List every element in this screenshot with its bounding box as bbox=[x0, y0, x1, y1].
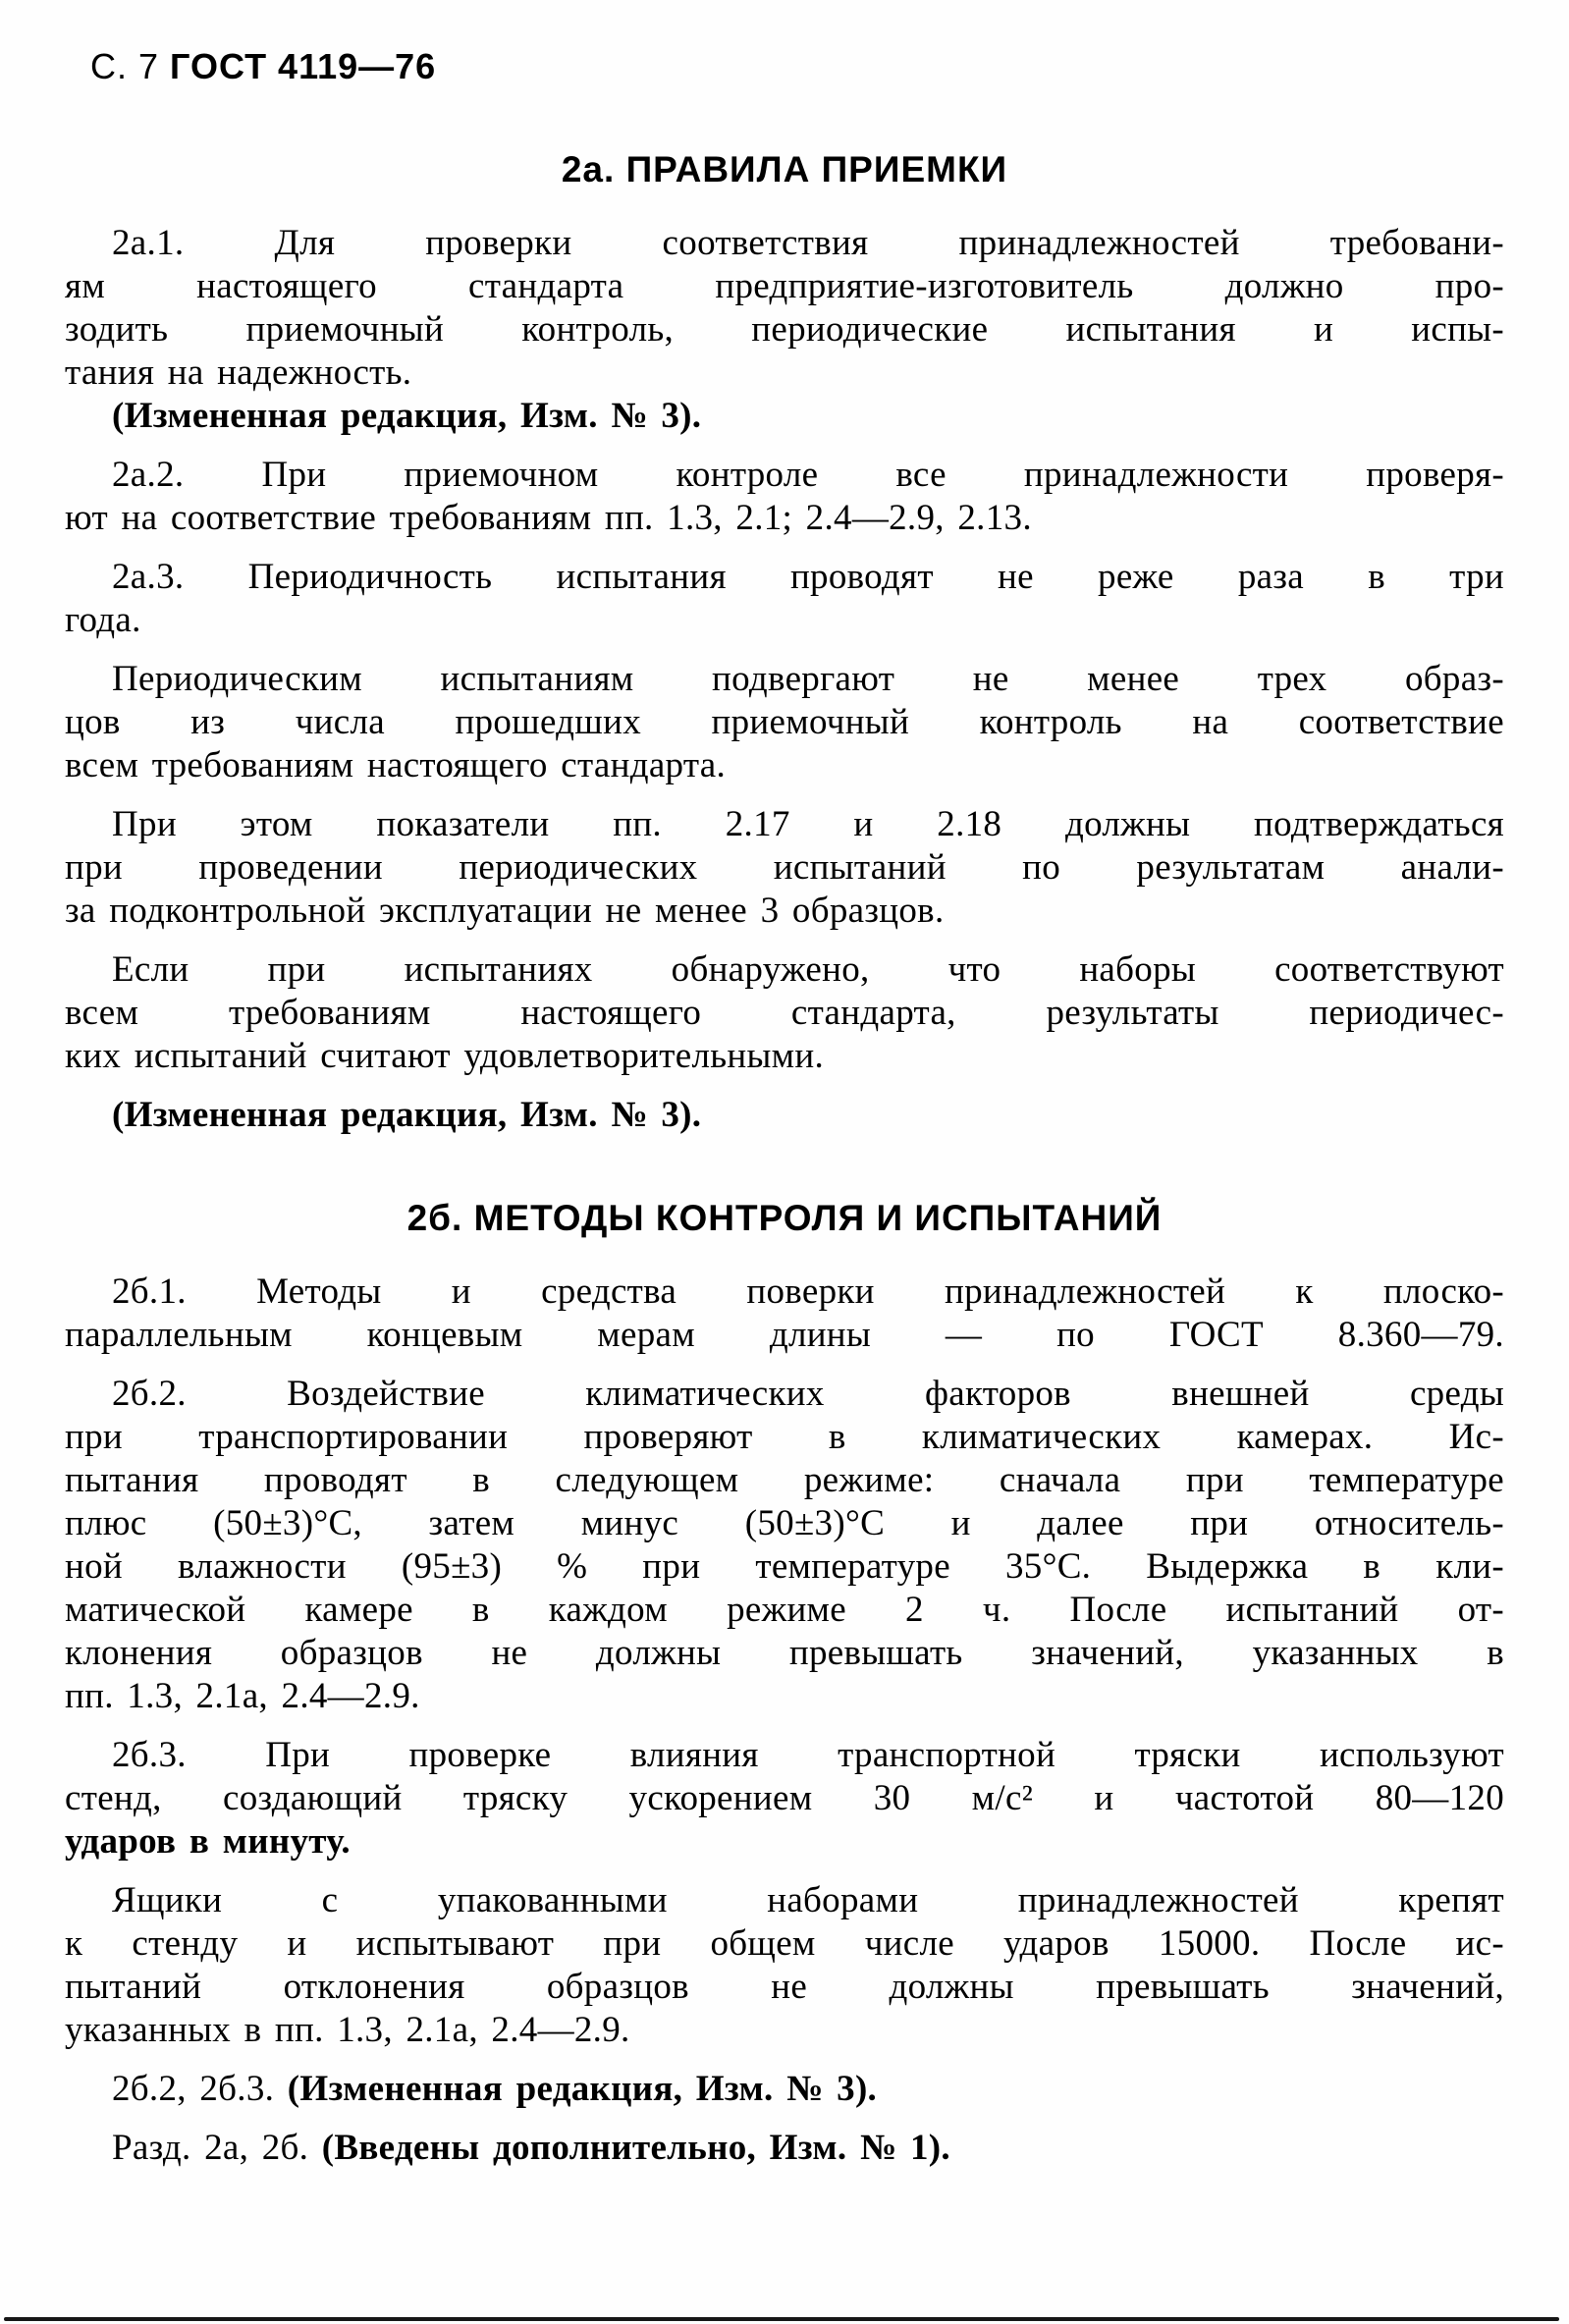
text-segment: за подконтрольной эксплуатации не менее 3 образцов. bbox=[65, 891, 945, 931]
text-line bbox=[65, 1966, 1504, 2009]
text-line bbox=[65, 1675, 1504, 1718]
text-segment: при транспортировании проверяют в климатических камерах. Ис- bbox=[65, 1417, 1504, 1457]
bold-text-segment: (Введены дополнительно, Изм. № 1). bbox=[321, 2128, 950, 2168]
document-content bbox=[65, 147, 1504, 2170]
paragraph bbox=[65, 395, 1504, 438]
text-line bbox=[65, 395, 1504, 438]
page-header bbox=[90, 45, 1504, 88]
text-segment: 2б.2. Воздействие климатических факторов внешней среды bbox=[112, 1374, 1504, 1414]
text-segment: матической камере в каждом режиме 2 ч. После испытаний от- bbox=[65, 1590, 1504, 1630]
text-line bbox=[65, 2127, 1504, 2170]
text-line bbox=[65, 948, 1504, 992]
text-line bbox=[65, 2009, 1504, 2052]
text-line bbox=[65, 2068, 1504, 2111]
bold-text-segment: (Измененная редакция, Изм. № 3). bbox=[112, 396, 702, 436]
text-segment: ям настоящего стандарта предприятие-изготовитель должно про- bbox=[65, 266, 1504, 306]
section-heading: 2б. МЕТОДЫ КОНТРОЛЯ И ИСПЫТАНИЙ bbox=[406, 1198, 1163, 1238]
text-line bbox=[65, 1777, 1504, 1820]
text-segment: ной влажности (95±3) % при температуре 35°С. Выдержка в кли- bbox=[65, 1546, 1504, 1587]
text-line bbox=[65, 1545, 1504, 1589]
text-segment: ют на соответствие требованиям пп. 1.3, 2.1; 2.4—2.9, 2.13. bbox=[65, 498, 1032, 538]
paragraph bbox=[65, 2127, 1504, 2170]
paragraph bbox=[65, 1879, 1504, 2052]
text-line bbox=[65, 1094, 1504, 1137]
text-segment: ких испытаний считают удовлетворительными. bbox=[65, 1036, 825, 1076]
text-segment: пытания проводят в следующем режиме: сначала при температуре bbox=[65, 1460, 1504, 1500]
text-segment: пытаний отклонения образцов не должны превышать значений, bbox=[65, 1967, 1504, 2007]
bold-text-segment: (Измененная редакция, Изм. № 3). bbox=[112, 1095, 702, 1135]
text-segment: всем требованиям настоящего стандарта. bbox=[65, 745, 727, 785]
paragraph bbox=[65, 1734, 1504, 1864]
text-segment: Ящики с упакованными наборами принадлежностей крепят bbox=[112, 1880, 1504, 1920]
text-line bbox=[65, 1416, 1504, 1459]
paragraph bbox=[65, 948, 1504, 1078]
text-segment: пп. 1.3, 2.1а, 2.4—2.9. bbox=[65, 1676, 420, 1716]
paragraph bbox=[65, 2068, 1504, 2111]
text-segment: 2а.3. Периодичность испытания проводят не реже раза в три bbox=[112, 557, 1504, 597]
paragraph bbox=[65, 556, 1504, 642]
text-segment: Периодическим испытаниям подвергают не менее трех образ- bbox=[112, 659, 1504, 699]
text-line bbox=[65, 1373, 1504, 1416]
text-line bbox=[65, 1502, 1504, 1545]
text-line bbox=[65, 890, 1504, 933]
text-line bbox=[65, 1459, 1504, 1502]
paragraph bbox=[65, 454, 1504, 540]
text-line bbox=[65, 992, 1504, 1035]
text-line bbox=[65, 351, 1504, 395]
text-segment: 2б.2, 2б.3. bbox=[112, 2069, 288, 2109]
text-line bbox=[65, 1589, 1504, 1632]
scan-edge-artifact bbox=[4, 2317, 1559, 2321]
text-segment: стенд, создающий тряску ускорением 30 м/с² и частотой 80—120 bbox=[65, 1778, 1504, 1818]
text-segment: С. 7 bbox=[90, 46, 171, 86]
text-segment: года. bbox=[65, 600, 141, 640]
text-line bbox=[65, 1879, 1504, 1922]
text-line bbox=[65, 497, 1504, 540]
text-line bbox=[65, 1035, 1504, 1078]
text-segment: 2а.2. При приемочном контроле все принадлежности проверя- bbox=[112, 455, 1504, 495]
text-line bbox=[65, 744, 1504, 787]
text-segment: цов из числа прошедших приемочный контроль на соответствие bbox=[65, 702, 1504, 742]
paragraph bbox=[65, 1094, 1504, 1137]
text-segment: Разд. 2а, 2б. bbox=[112, 2128, 322, 2168]
text-segment: при проведении периодических испытаний по результатам анали- bbox=[65, 847, 1504, 888]
text-segment: параллельным концевым мерам длины — по ГОСТ 8.360—79. bbox=[65, 1315, 1504, 1355]
paragraph bbox=[65, 1270, 1504, 1357]
text-segment: тания на надежность. bbox=[65, 352, 412, 393]
text-line bbox=[65, 1270, 1504, 1314]
text-line bbox=[65, 803, 1504, 846]
section-heading: 2а. ПРАВИЛА ПРИЕМКИ bbox=[561, 149, 1008, 189]
text-segment: 2б.1. Методы и средства поверки принадлежностей к плоско- bbox=[112, 1271, 1504, 1312]
text-line bbox=[65, 454, 1504, 497]
text-segment: клонения образцов не должны превышать значений, указанных в bbox=[65, 1633, 1504, 1673]
bold-text-segment: (Измененная редакция, Изм. № 3). bbox=[287, 2069, 878, 2109]
text-line bbox=[65, 308, 1504, 351]
text-line bbox=[65, 599, 1504, 642]
text-segment: плюс (50±3)°С, затем минус (50±3)°С и далее при относитель- bbox=[65, 1503, 1504, 1543]
text-line bbox=[65, 701, 1504, 744]
text-line bbox=[65, 846, 1504, 890]
text-segment: 2а.1. Для проверки соответствия принадлежностей требовани- bbox=[112, 223, 1504, 263]
text-line bbox=[65, 1632, 1504, 1675]
text-line bbox=[65, 1734, 1504, 1777]
text-segment: 2б.3. При проверке влияния транспортной тряски используют bbox=[112, 1735, 1504, 1775]
text-line bbox=[65, 1314, 1504, 1357]
text-segment: указанных в пп. 1.3, 2.1а, 2.4—2.9. bbox=[65, 2010, 630, 2050]
text-segment: всем требованиям настоящего стандарта, результаты периодичес- bbox=[65, 993, 1504, 1033]
bold-text-segment: ударов в минуту. bbox=[65, 1821, 351, 1862]
text-segment: Если при испытаниях обнаружено, что наборы соответствуют bbox=[112, 949, 1504, 990]
paragraph bbox=[65, 222, 1504, 395]
text-segment: зодить приемочный контроль, периодические испытания и испы- bbox=[65, 309, 1504, 350]
bold-text-segment: ГОСТ 4119—76 bbox=[170, 46, 437, 86]
paragraph bbox=[65, 658, 1504, 787]
text-line bbox=[65, 1922, 1504, 1966]
text-line bbox=[65, 265, 1504, 308]
text-line bbox=[65, 556, 1504, 599]
paragraph bbox=[65, 803, 1504, 933]
text-line bbox=[65, 222, 1504, 265]
text-segment: к стенду и испытывают при общем числе ударов 15000. После ис- bbox=[65, 1923, 1504, 1964]
text-segment: При этом показатели пп. 2.17 и 2.18 должны подтверждаться bbox=[112, 804, 1504, 844]
text-line bbox=[65, 1820, 1504, 1864]
paragraph bbox=[65, 1373, 1504, 1718]
text-line bbox=[65, 658, 1504, 701]
